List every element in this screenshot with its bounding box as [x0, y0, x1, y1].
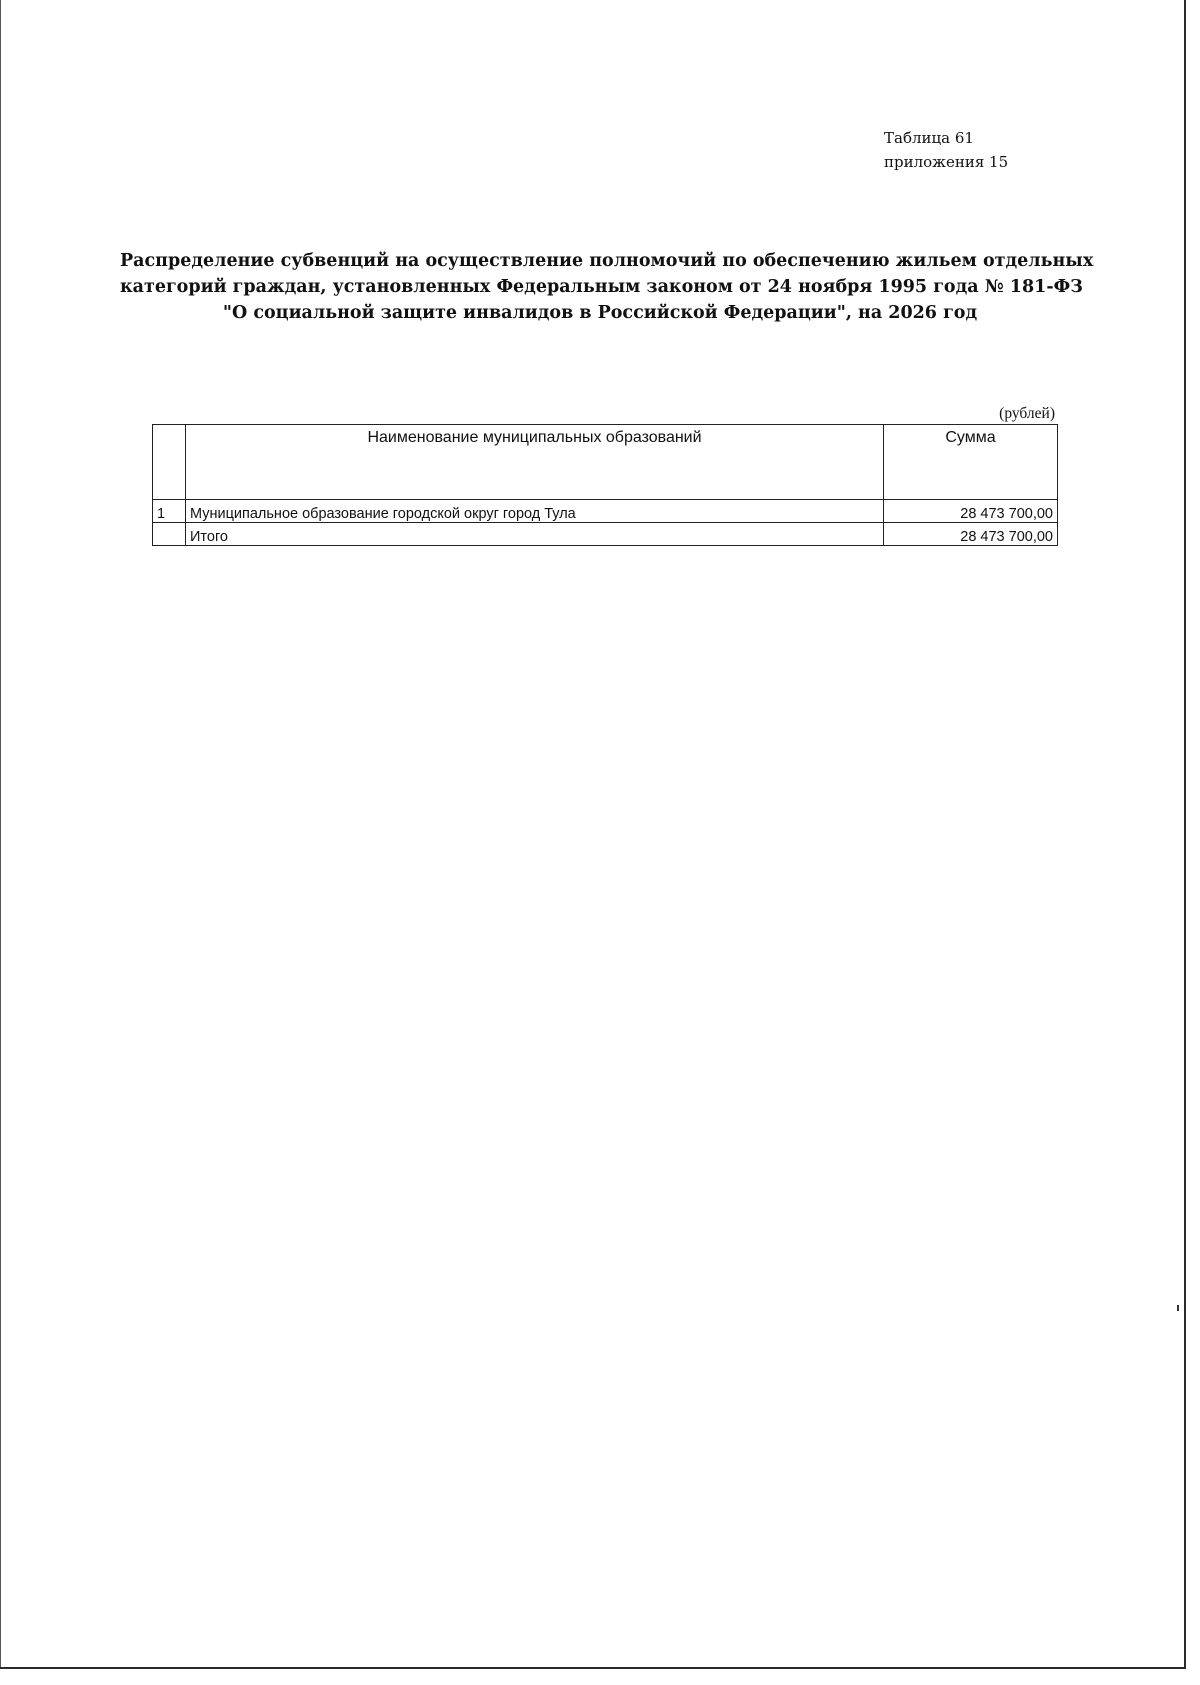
total-row — [153, 523, 1058, 546]
appendix-number: приложения 15 — [884, 153, 1009, 171]
title-line-2: категорий граждан, установленных Федеральным законом от 24 ноября 1995 года № 181-ФЗ — [120, 277, 1083, 297]
title-line-3: "О социальной защите инвалидов в Российской Федерации", на 2026 год — [222, 303, 978, 323]
row-sum: 28 473 700,00 — [884, 500, 1058, 523]
table-header-row — [153, 425, 1058, 500]
table-number: Таблица 61 — [884, 129, 974, 147]
distribution-table — [152, 424, 1058, 546]
header-sum: Сумма — [884, 425, 1058, 500]
row-num: 1 — [153, 500, 186, 523]
table-row — [153, 500, 1058, 523]
total-sum: 28 473 700,00 — [884, 523, 1058, 546]
scan-edge-left — [0, 0, 1, 1668]
scan-artifact — [1177, 1305, 1179, 1311]
row-name: Муниципальное образование городской округ город Тула — [186, 500, 884, 523]
header-name: Наименование муниципальных образований — [186, 425, 884, 500]
document-title — [120, 248, 1094, 326]
title-line-1: Распределение субвенций на осуществление полномочий по обеспечению жильем отдельных — [120, 251, 1094, 271]
table-reference — [884, 126, 1008, 174]
units-label: (рублей) — [999, 405, 1055, 422]
scan-edge-bottom — [0, 1667, 1186, 1669]
scan-edge-right — [1184, 0, 1186, 1668]
header-num — [153, 425, 186, 500]
total-num — [153, 523, 186, 546]
total-label: Итого — [186, 523, 884, 546]
